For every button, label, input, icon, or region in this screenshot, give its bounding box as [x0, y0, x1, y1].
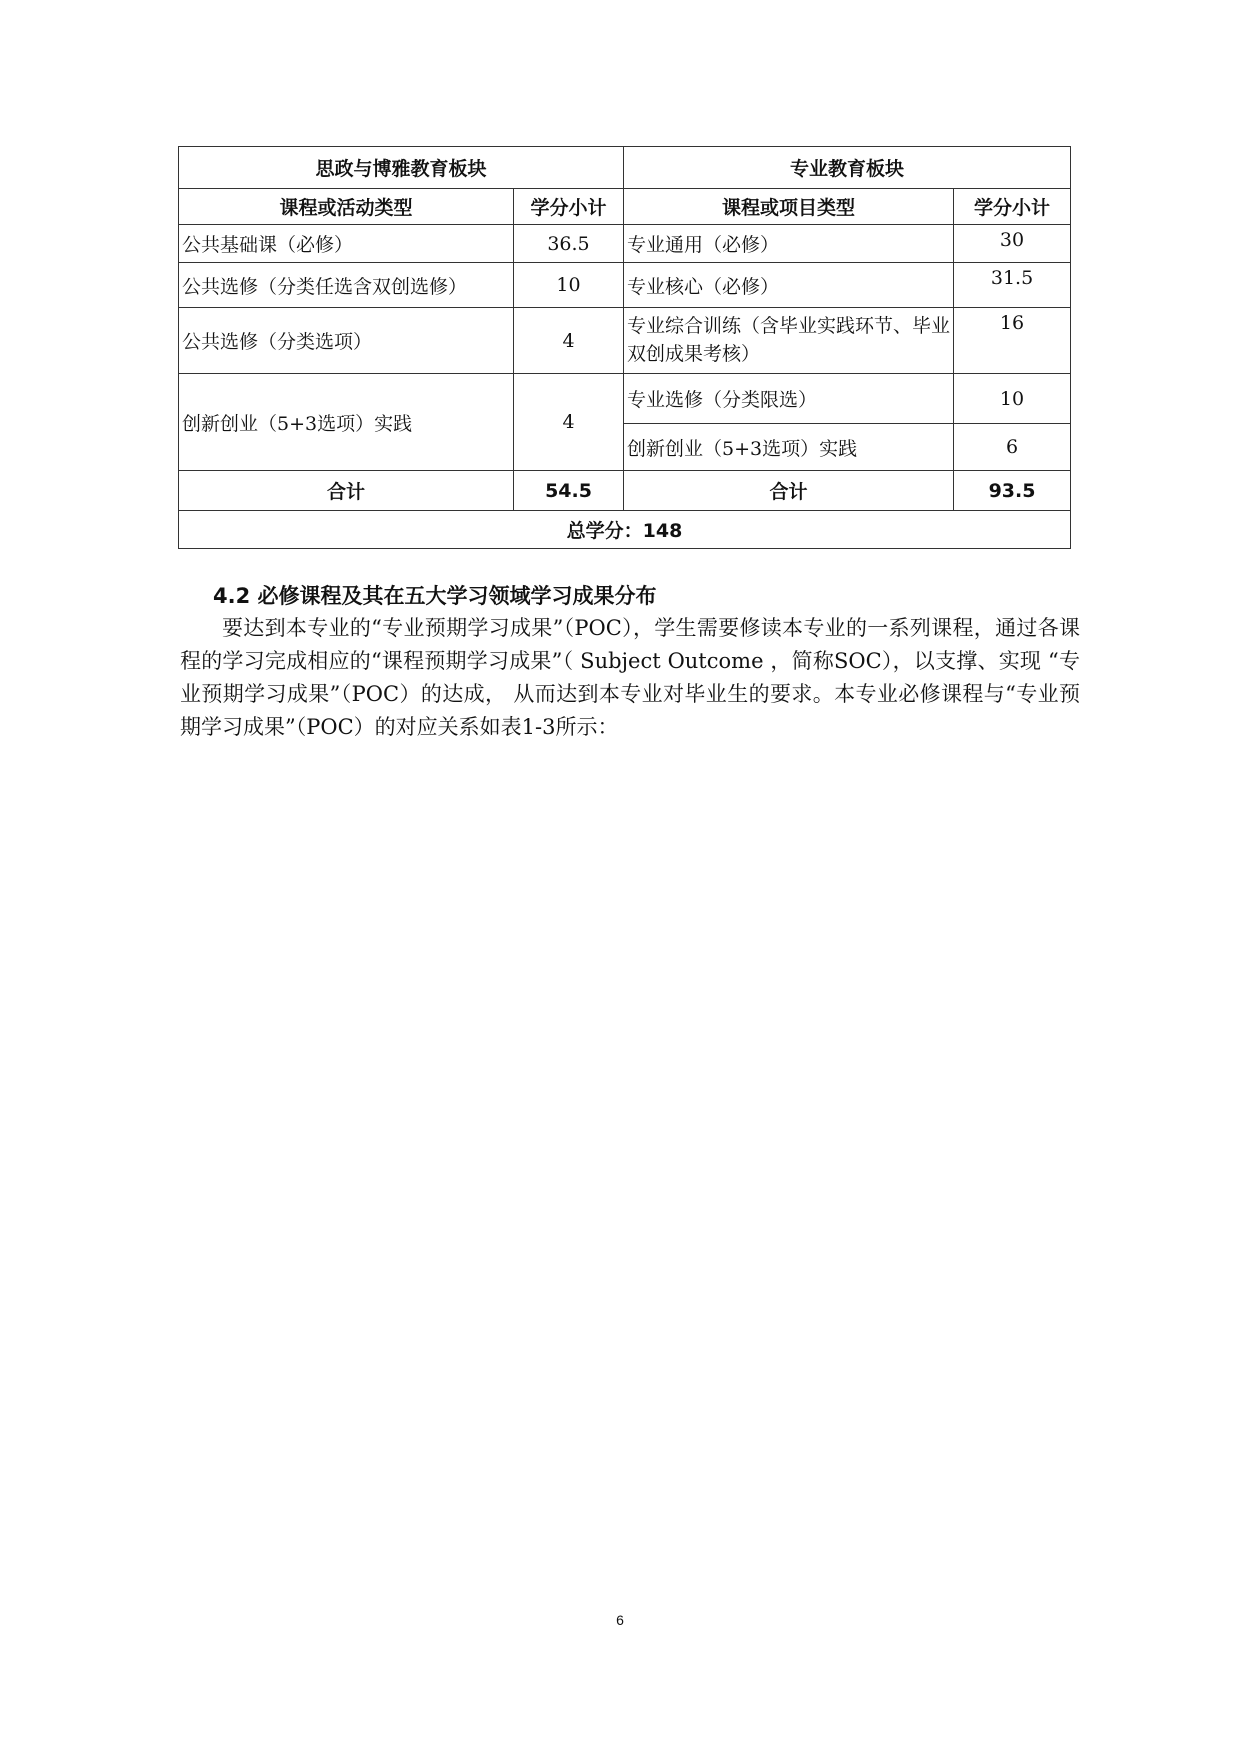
table-row [179, 263, 1071, 308]
left-credit-cell: 10 [514, 263, 624, 308]
left-credit-cell: 36.5 [514, 225, 624, 263]
right-type-cell: 专业选修（分类限选） [624, 374, 954, 424]
credit-summary-table [178, 146, 1071, 549]
left-credit-cell: 4 [514, 374, 624, 471]
section-heading: 4.2 必修课程及其在五大学习领域学习成果分布 [213, 584, 657, 608]
table-row [179, 374, 1071, 424]
right-type-cell: 创新创业（5+3选项）实践 [624, 424, 954, 471]
left-type-cell: 公共选修（分类选项） [179, 308, 514, 374]
left-type-cell: 公共基础课（必修） [179, 225, 514, 263]
left-type-header: 课程或活动类型 [179, 189, 514, 225]
right-credit-cell: 31.5 [954, 263, 1071, 308]
grand-total: 总学分：148 [179, 511, 1071, 549]
left-type-cell: 公共选修（分类任选含双创选修） [179, 263, 514, 308]
right-type-cell: 专业通用（必修） [624, 225, 954, 263]
left-credit-header: 学分小计 [514, 189, 624, 225]
table-row [179, 308, 1071, 374]
left-type-cell: 创新创业（5+3选项）实践 [179, 374, 514, 471]
left-credit-cell: 4 [514, 308, 624, 374]
right-credit-cell: 16 [954, 308, 1071, 374]
right-credit-cell: 30 [954, 225, 1071, 263]
right-total-value: 93.5 [954, 471, 1071, 511]
right-type-cell: 专业核心（必修） [624, 263, 954, 308]
table-header-row [179, 147, 1071, 189]
right-type-cell: 专业综合训练（含毕业实践环节、毕业双创成果考核） [624, 308, 954, 374]
right-total-label: 合计 [624, 471, 954, 511]
table-subheader-row [179, 189, 1071, 225]
left-total-value: 54.5 [514, 471, 624, 511]
left-total-label: 合计 [179, 471, 514, 511]
right-credit-cell: 10 [954, 374, 1071, 424]
right-credit-header: 学分小计 [954, 189, 1071, 225]
right-type-header: 课程或项目类型 [624, 189, 954, 225]
page-number: 6 [616, 1612, 624, 1628]
table-row [179, 225, 1071, 263]
left-block-header: 思政与博雅教育板块 [179, 147, 624, 189]
totals-row [179, 471, 1071, 511]
grand-total-row [179, 511, 1071, 549]
right-block-header: 专业教育板块 [624, 147, 1071, 189]
right-credit-cell: 6 [954, 424, 1071, 471]
section-paragraph: 要达到本专业的“专业预期学习成果”（POC），学生需要修读本专业的一系列课程，通过各课程的学习完成相应的“课程预期学习成果”（ Subject Outcome ，简称SOC），以支撑、实现 “专业预期学习成果”（POC）的达成， 从而达到本专业对毕业生的要求。本专业必修课程与“专业预期学习成果”（POC）的对应关系如表1-3所示： [180, 616, 1080, 739]
